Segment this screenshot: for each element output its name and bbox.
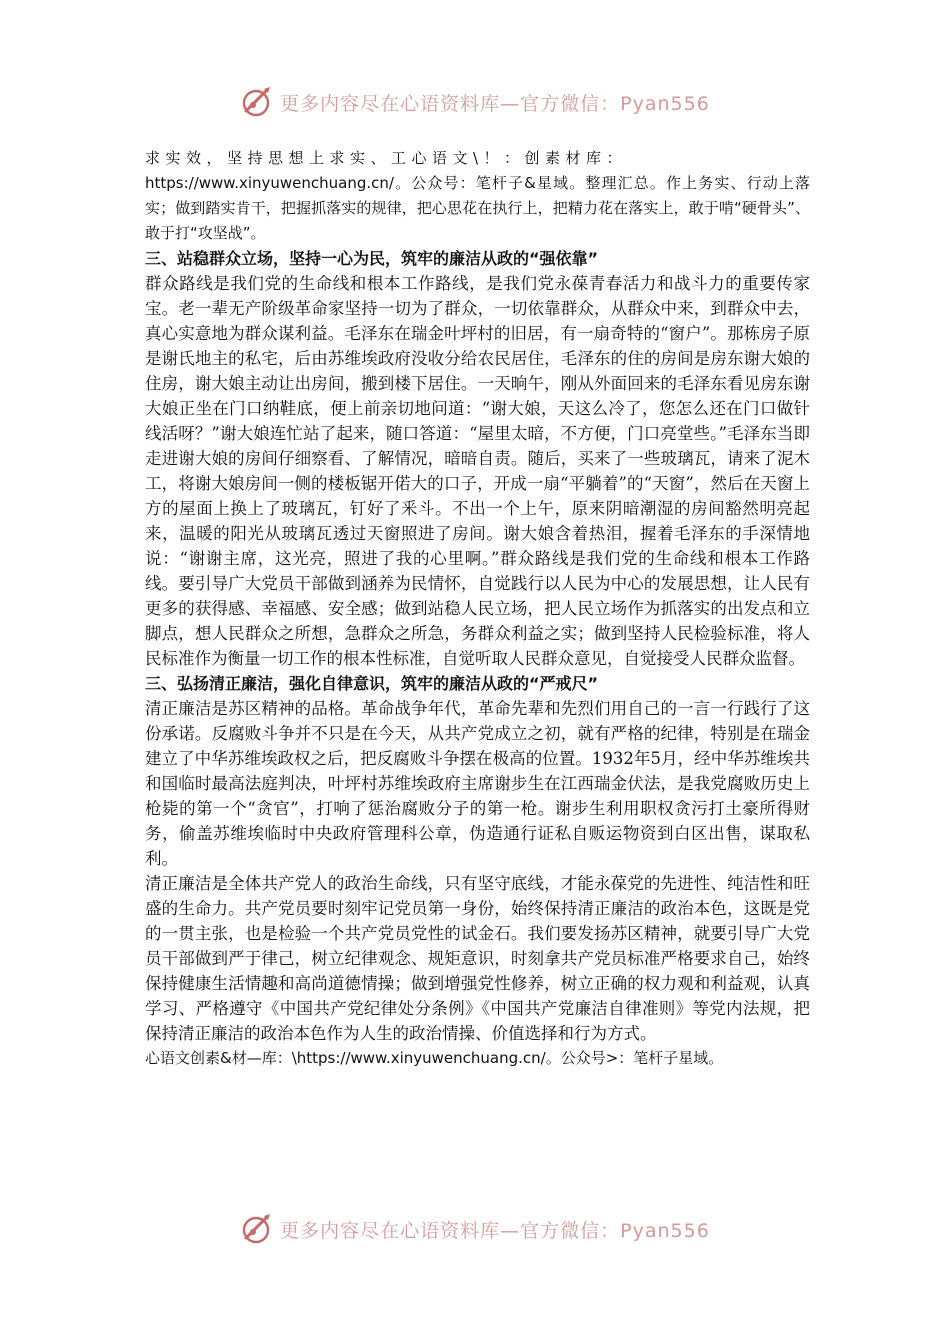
document-body xyxy=(145,146,810,1071)
banner-text: 更多内容尽在心语资料库—官方微信：Pyan556 xyxy=(280,1219,710,1242)
section1-paragraph: 群众路线是我们党的生命线和根本工作路线，是我们党永葆青春活力和战斗力的重要传家宝。老一辈无产阶级革命家坚持一切为了群众，一切依靠群众，从群众中来，到群众中去，真心实意地为群众谋利益。毛泽东在瑞金叶坪村的旧居，有一扇奇特的“窗户”。那栋房子原是谢氏地主的私宅，后由苏维埃政府没收分给农民居住，毛泽东的住的房间是房东谢大娘的住房，谢大娘主动让出房间，搬到楼下居住。一天晌午，刚从外面回来的毛泽东看见房东谢大娘正坐在门口纳鞋底，便上前亲切地问道：“谢大娘，天这么冷了，您怎么还在门口做针线活呀？”谢大娘连忙站了起来，随口答道：“屋里太暗，不方便，门口亮堂些。”毛泽东当即走进谢大娘的房间仔细察看、了解情况，暗暗自责。随后，买来了一些玻璃瓦，请来了泥木工，将谢大娘房间一侧的楼板锯开偌大的口子，开成一扇“平躺着”的“天窗”，然后在天窗上方的屋面上换上了玻璃瓦，钉好了釆斗。不出一个上午，原来阴暗潮湿的房间豁然明亮起来，温暖的阳光从玻璃瓦透过天窗照进了房间。谢大娘含着热泪，握着毛泽东的手深情地说：“谢谢主席，这光亮，照进了我的心里啊。”群众路线是我们党的生命线和根本工作路线。要引导广大党员干部做到涵养为民情怀，自觉践行以人民为中心的发展思想，让人民有更多的获得感、幸福感、安全感；做到站稳人民立场，把人民立场作为抓落实的出发点和立脚点，想人民群众之所想，急群众之所急，务群众利益之实；做到坚持人民检验标准，将人民标准作为衡量一切工作的根本性标准，自觉听取人民群众意见，自觉接受人民群众监督。 xyxy=(145,274,810,668)
section2-paragraph-2: 清正廉洁是全体共产党人的政治生命线，只有坚守底线，才能永葆党的先进性、纯洁性和旺盛的生命力。共产党员要时刻牢记党员第一身份，始终保持清正廉洁的政治本色，这既是党的一贯主张，也是检验一个共产党员党性的试金石。我们要发扬苏区精神，就要引导广大党员干部做到严于律己，树立纪律观念、规矩意识，时刻拿共产党员标准严格要求自己，始终保持健康生活情趣和高尚道德情操；做到增强党性修养，树立正确的权力观和利益观，认真学习、严格遵守《中国共产党纪律处分条例》《中国共产党廉洁自律准则》等党内法规，把保持清正廉洁的政治本色作为人生的政治情操、价值选择和行为方式。 xyxy=(145,874,810,1043)
footer-banner xyxy=(0,1209,950,1249)
header-banner xyxy=(0,82,950,122)
section-heading-2: 三、弘扬清正廉洁，强化自律意识，筑牢的廉洁从政的“严戒尺” xyxy=(145,674,599,693)
pen-logo-icon xyxy=(240,1212,274,1246)
section-heading-1: 三、站稳群众立场，坚持一心为民，筑牢的廉洁从政的“强依靠” xyxy=(145,249,599,268)
intro-line-1: 求实效，坚持思想上求实、工心语文\！：创素材库： xyxy=(145,149,628,167)
pen-logo-icon xyxy=(240,85,274,119)
banner-text: 更多内容尽在心语资料库—官方微信：Pyan556 xyxy=(280,92,710,115)
intro-paragraph: https://www.xinyuwenchuang.cn/。公众号：笔杆子&星域。整理汇总。作上务实、行动上落实；做到踏实肯干，把握抓落实的规律，把心思花在执行上，把精力花在落实上，敢于啃“硬骨头”、敢于打“攻坚战”。 xyxy=(145,174,810,242)
footer-source-line: 心语文创素&材—库：\https://www.xinyuwenchuang.cn/。公众号>：笔杆子星域。 xyxy=(145,1049,724,1067)
section2-paragraph-1: 清正廉洁是苏区精神的品格。革命战争年代，革命先辈和先烈们用自己的一言一行践行了这份承诺。反腐败斗争并不只是在今天，从共产党成立之初，就有严格的纪律，特别是在瑞金建立了中华苏维埃政权之后，把反腐败斗争摆在极高的位置。1932年5月，经中华苏维埃共和国临时最高法庭判决，叶坪村苏维埃政府主席谢步生在江西瑞金伏法，是我党腐败历史上枪毙的第一个“贪官”，打响了惩治腐败分子的第一枪。谢步生利用职权贪污打土豪所得财务，偷盖苏维埃临时中央政府管理科公章，伪造通行证私自贩运物资到白区出售，谋取私利。 xyxy=(145,699,810,868)
